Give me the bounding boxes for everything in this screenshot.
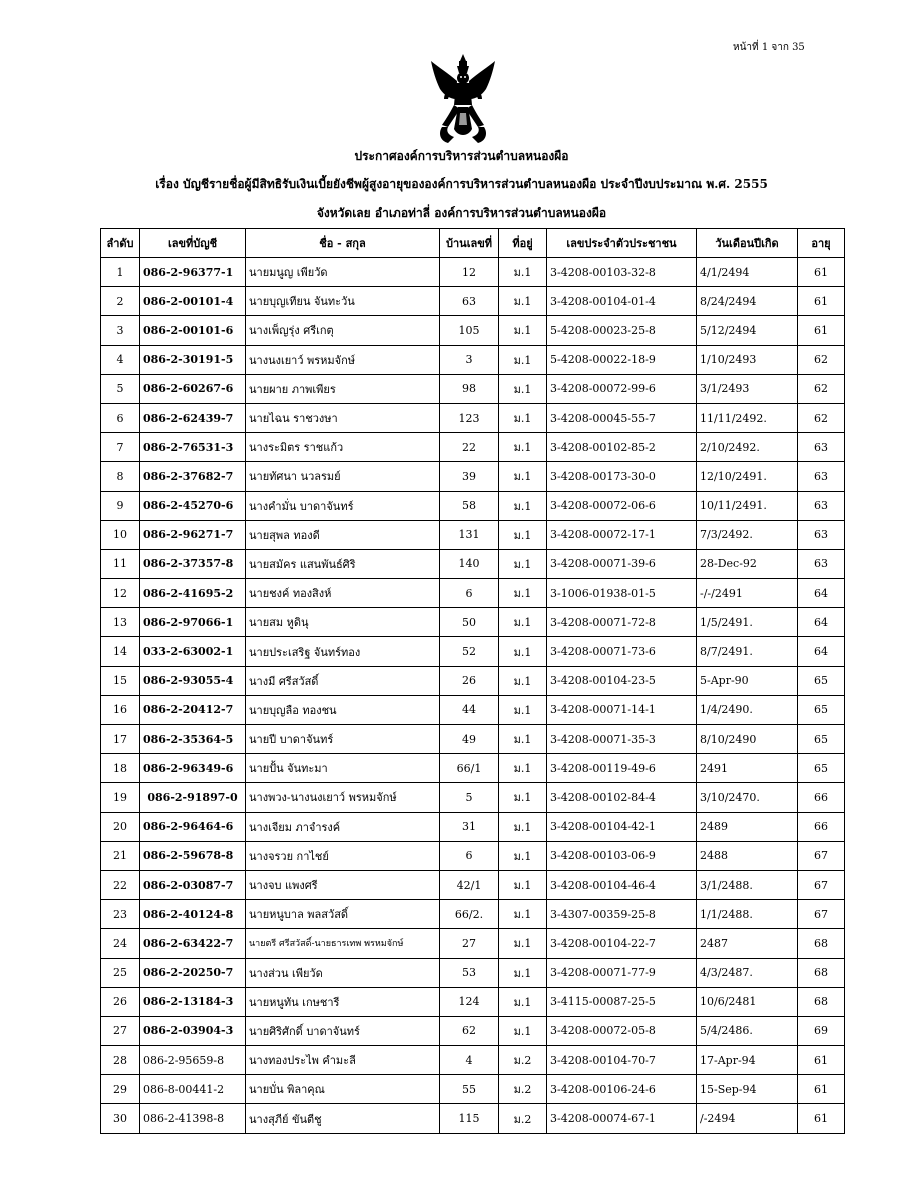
cell-dob: 2487: [697, 929, 798, 958]
cell-no: 2: [101, 287, 140, 316]
cell-moo: ม.1: [499, 462, 547, 491]
cell-house: 105: [440, 316, 499, 345]
table-row: [101, 316, 845, 345]
table-row: [101, 870, 845, 899]
cell-moo: ม.2: [499, 1075, 547, 1104]
cell-house: 22: [440, 433, 499, 462]
cell-moo: ม.1: [499, 987, 547, 1016]
table-row: [101, 1075, 845, 1104]
cell-dob: 3/1/2488.: [697, 870, 798, 899]
table-row: [101, 491, 845, 520]
cell-account: 086-2-59678-8: [140, 841, 246, 870]
cell-age: 62: [798, 403, 845, 432]
cell-name: นายหนูทัน เกษชารี: [246, 987, 440, 1016]
cell-moo: ม.1: [499, 695, 547, 724]
cell-moo: ม.1: [499, 841, 547, 870]
cell-age: 61: [798, 316, 845, 345]
table-row: [101, 841, 845, 870]
cell-dob: 8/10/2490: [697, 725, 798, 754]
table-row: [101, 900, 845, 929]
cell-id: 3-4208-00071-73-6: [547, 637, 697, 666]
announcement-subject: เรื่อง บัญชีรายชื่อผู้มีสิทธิรับเงินเบี้ยยังชีพผู้สูงอายุขององค์การบริหารส่วนตำบลหนองผือ ประจำปีงบประมาณ พ.ศ. 2555: [155, 177, 768, 191]
cell-age: 66: [798, 783, 845, 812]
cell-dob: 2491: [697, 754, 798, 783]
cell-no: 28: [101, 1046, 140, 1075]
cell-house: 66/1: [440, 754, 499, 783]
cell-account: 086-2-41398-8: [140, 1104, 246, 1133]
cell-no: 4: [101, 345, 140, 374]
cell-account: 086-2-03087-7: [140, 870, 246, 899]
cell-account: 086-2-96464-6: [140, 812, 246, 841]
cell-name: นายบุญเทียน จันทะวัน: [246, 287, 440, 316]
cell-name: นางพวง-นางนงเยาว์ พรหมจักษ์: [246, 783, 440, 812]
col-header-moo: ที่อยู่: [499, 229, 547, 258]
cell-moo: ม.1: [499, 1016, 547, 1045]
cell-name: นางจบ แพงศรี: [246, 870, 440, 899]
cell-name: นายศิริศักดิ์ บาดาจันทร์: [246, 1016, 440, 1045]
cell-account: 086-2-93055-4: [140, 666, 246, 695]
table-row: [101, 695, 845, 724]
table-row: [101, 666, 845, 695]
cell-id: 3-4208-00104-46-4: [547, 870, 697, 899]
cell-house: 63: [440, 287, 499, 316]
cell-name: นางมี ศรีสวัสดิ์: [246, 666, 440, 695]
cell-id: 5-4208-00022-18-9: [547, 345, 697, 374]
cell-id: 3-4208-00104-42-1: [547, 812, 697, 841]
cell-account: 086-2-63422-7: [140, 929, 246, 958]
cell-account: 086-2-03904-3: [140, 1016, 246, 1045]
cell-house: 39: [440, 462, 499, 491]
cell-account: 086-2-91897-0: [140, 783, 246, 812]
cell-no: 5: [101, 374, 140, 403]
cell-name: นางระมิตร ราชแก้ว: [246, 433, 440, 462]
cell-moo: ม.1: [499, 287, 547, 316]
table-row: [101, 579, 845, 608]
cell-moo: ม.1: [499, 403, 547, 432]
cell-id: 3-4208-00102-84-4: [547, 783, 697, 812]
cell-dob: 8/7/2491.: [697, 637, 798, 666]
table-row: [101, 958, 845, 987]
cell-dob: 5/4/2486.: [697, 1016, 798, 1045]
cell-name: นายทัศนา นวลรมย์: [246, 462, 440, 491]
cell-dob: 17-Apr-94: [697, 1046, 798, 1075]
cell-no: 22: [101, 870, 140, 899]
cell-age: 64: [798, 579, 845, 608]
cell-id: 3-4208-00106-24-6: [547, 1075, 697, 1104]
table-row: [101, 520, 845, 549]
cell-no: 19: [101, 783, 140, 812]
cell-dob: 1/1/2488.: [697, 900, 798, 929]
cell-no: 12: [101, 579, 140, 608]
cell-id: 3-4208-00045-55-7: [547, 403, 697, 432]
cell-age: 66: [798, 812, 845, 841]
cell-account: 086-2-96377-1: [140, 258, 246, 287]
cell-id: 3-4208-00074-67-1: [547, 1104, 697, 1133]
cell-house: 6: [440, 841, 499, 870]
cell-id: 3-4208-00072-06-6: [547, 491, 697, 520]
cell-account: 086-2-45270-6: [140, 491, 246, 520]
cell-dob: 8/24/2494: [697, 287, 798, 316]
table-row: [101, 929, 845, 958]
cell-house: 5: [440, 783, 499, 812]
cell-age: 63: [798, 433, 845, 462]
cell-age: 63: [798, 491, 845, 520]
cell-account: 086-2-00101-6: [140, 316, 246, 345]
cell-account: 086-2-13184-3: [140, 987, 246, 1016]
cell-moo: ม.2: [499, 1104, 547, 1133]
cell-age: 63: [798, 520, 845, 549]
cell-name: นายไฉน ราชวงษา: [246, 403, 440, 432]
page-number: หน้าที่ 1 จาก 35: [733, 42, 805, 53]
cell-age: 62: [798, 374, 845, 403]
cell-moo: ม.1: [499, 345, 547, 374]
table-row: [101, 608, 845, 637]
cell-account: 086-2-96349-6: [140, 754, 246, 783]
cell-house: 12: [440, 258, 499, 287]
cell-dob: 4/1/2494: [697, 258, 798, 287]
cell-age: 63: [798, 549, 845, 578]
cell-house: 53: [440, 958, 499, 987]
table-row: [101, 1016, 845, 1045]
cell-dob: 5-Apr-90: [697, 666, 798, 695]
cell-name: นายสมัคร แสนพันธ์ศิริ: [246, 549, 440, 578]
cell-account: 086-2-40124-8: [140, 900, 246, 929]
cell-id: 3-4208-00072-17-1: [547, 520, 697, 549]
table-row: [101, 987, 845, 1016]
cell-moo: ม.1: [499, 520, 547, 549]
cell-id: 3-4208-00119-49-6: [547, 754, 697, 783]
cell-age: 63: [798, 462, 845, 491]
col-header-name: ชื่อ - สกุล: [246, 229, 440, 258]
cell-dob: 2488: [697, 841, 798, 870]
cell-account: 033-2-63002-1: [140, 637, 246, 666]
col-header-age: อายุ: [798, 229, 845, 258]
cell-name: นายบั่น พิลาคุณ: [246, 1075, 440, 1104]
table-row: [101, 433, 845, 462]
table-row: [101, 462, 845, 491]
cell-no: 17: [101, 725, 140, 754]
cell-account: 086-2-96271-7: [140, 520, 246, 549]
cell-account: 086-2-00101-4: [140, 287, 246, 316]
cell-house: 50: [440, 608, 499, 637]
table-row: [101, 783, 845, 812]
cell-house: 131: [440, 520, 499, 549]
cell-no: 6: [101, 403, 140, 432]
cell-moo: ม.1: [499, 491, 547, 520]
cell-no: 7: [101, 433, 140, 462]
cell-house: 52: [440, 637, 499, 666]
cell-account: 086-8-00441-2: [140, 1075, 246, 1104]
cell-house: 98: [440, 374, 499, 403]
cell-account: 086-2-76531-3: [140, 433, 246, 462]
cell-account: 086-2-37682-7: [140, 462, 246, 491]
cell-account: 086-2-62439-7: [140, 403, 246, 432]
table-row: [101, 549, 845, 578]
cell-dob: 3/10/2470.: [697, 783, 798, 812]
cell-name: นางคำมั่น บาดาจันทร์: [246, 491, 440, 520]
cell-account: 086-2-20412-7: [140, 695, 246, 724]
cell-id: 3-4208-00173-30-0: [547, 462, 697, 491]
cell-dob: 7/3/2492.: [697, 520, 798, 549]
cell-no: 18: [101, 754, 140, 783]
col-header-account: เลขที่บัญชี: [140, 229, 246, 258]
cell-age: 62: [798, 345, 845, 374]
table-row: [101, 258, 845, 287]
cell-id: 3-4307-00359-25-8: [547, 900, 697, 929]
cell-moo: ม.1: [499, 579, 547, 608]
cell-house: 44: [440, 695, 499, 724]
garuda-emblem-icon: [430, 53, 496, 145]
table-row: [101, 725, 845, 754]
col-header-house: บ้านเลขที่: [440, 229, 499, 258]
cell-id: 3-4208-00104-23-5: [547, 666, 697, 695]
cell-age: 68: [798, 958, 845, 987]
cell-name: นายหนูบาล พลสวัสดิ์: [246, 900, 440, 929]
col-header-dob: วันเดือนปีเกิด: [697, 229, 798, 258]
cell-name: นายบุญลือ ทองชน: [246, 695, 440, 724]
cell-house: 4: [440, 1046, 499, 1075]
cell-no: 29: [101, 1075, 140, 1104]
cell-no: 21: [101, 841, 140, 870]
table-row: [101, 345, 845, 374]
cell-house: 58: [440, 491, 499, 520]
cell-id: 3-4208-00071-35-3: [547, 725, 697, 754]
cell-name: นางจรวย กาไชย์: [246, 841, 440, 870]
cell-moo: ม.1: [499, 900, 547, 929]
cell-account: 086-2-20250-7: [140, 958, 246, 987]
cell-house: 140: [440, 549, 499, 578]
cell-moo: ม.1: [499, 958, 547, 987]
cell-name: นายชงค์ ทองสิงห์: [246, 579, 440, 608]
cell-id: 3-4208-00103-32-8: [547, 258, 697, 287]
cell-dob: 3/1/2493: [697, 374, 798, 403]
cell-moo: ม.1: [499, 666, 547, 695]
cell-moo: ม.1: [499, 870, 547, 899]
cell-age: 65: [798, 695, 845, 724]
cell-age: 64: [798, 637, 845, 666]
cell-name: นายสม หูดินุ: [246, 608, 440, 637]
cell-no: 13: [101, 608, 140, 637]
announcement-title: ประกาศองค์การบริหารส่วนตำบลหนองผือ: [354, 149, 569, 163]
cell-dob: 1/5/2491.: [697, 608, 798, 637]
cell-no: 15: [101, 666, 140, 695]
cell-no: 1: [101, 258, 140, 287]
cell-moo: ม.1: [499, 374, 547, 403]
cell-dob: -/-/2491: [697, 579, 798, 608]
cell-name: นายตรี ศรีสวัสดิ์-นายธารเทพ พรหมจักษ์: [246, 929, 440, 958]
cell-account: 086-2-37357-8: [140, 549, 246, 578]
table-row: [101, 1104, 845, 1133]
cell-house: 27: [440, 929, 499, 958]
cell-no: 24: [101, 929, 140, 958]
cell-id: 3-4115-00087-25-5: [547, 987, 697, 1016]
table-row: [101, 374, 845, 403]
cell-moo: ม.1: [499, 637, 547, 666]
cell-name: นายสุพล ทองดี: [246, 520, 440, 549]
cell-no: 26: [101, 987, 140, 1016]
cell-moo: ม.1: [499, 433, 547, 462]
cell-id: 3-4208-00102-85-2: [547, 433, 697, 462]
cell-no: 25: [101, 958, 140, 987]
cell-house: 62: [440, 1016, 499, 1045]
cell-house: 123: [440, 403, 499, 432]
announcement-location: จังหวัดเลย อำเภอท่าลี่ องค์การบริหารส่วนตำบลหนองผือ: [316, 206, 607, 220]
table-row: [101, 1046, 845, 1075]
cell-age: 65: [798, 725, 845, 754]
cell-id: 3-4208-00072-05-8: [547, 1016, 697, 1045]
cell-age: 61: [798, 1046, 845, 1075]
cell-age: 68: [798, 987, 845, 1016]
cell-moo: ม.1: [499, 754, 547, 783]
cell-age: 61: [798, 1075, 845, 1104]
cell-house: 66/2.: [440, 900, 499, 929]
cell-no: 27: [101, 1016, 140, 1045]
cell-id: 3-4208-00072-99-6: [547, 374, 697, 403]
cell-no: 23: [101, 900, 140, 929]
cell-no: 16: [101, 695, 140, 724]
cell-name: นางทองประไพ คำมะลี: [246, 1046, 440, 1075]
cell-age: 67: [798, 870, 845, 899]
cell-age: 67: [798, 900, 845, 929]
cell-name: นายปั้น จันทะมา: [246, 754, 440, 783]
cell-no: 30: [101, 1104, 140, 1133]
cell-dob: 28-Dec-92: [697, 549, 798, 578]
cell-dob: 2489: [697, 812, 798, 841]
cell-name: นายปี บาดาจันทร์: [246, 725, 440, 754]
cell-house: 6: [440, 579, 499, 608]
cell-name: นายมนูญ เพียวัด: [246, 258, 440, 287]
beneficiary-table: [100, 228, 845, 1134]
table-row: [101, 637, 845, 666]
cell-house: 124: [440, 987, 499, 1016]
cell-age: 67: [798, 841, 845, 870]
cell-house: 115: [440, 1104, 499, 1133]
cell-no: 9: [101, 491, 140, 520]
cell-id: 3-4208-00104-01-4: [547, 287, 697, 316]
cell-name: นายประเสริฐ จันทร์ทอง: [246, 637, 440, 666]
cell-no: 10: [101, 520, 140, 549]
cell-moo: ม.1: [499, 783, 547, 812]
cell-house: 26: [440, 666, 499, 695]
table-row: [101, 812, 845, 841]
cell-moo: ม.1: [499, 929, 547, 958]
cell-account: 086-2-95659-8: [140, 1046, 246, 1075]
cell-id: 3-1006-01938-01-5: [547, 579, 697, 608]
cell-house: 55: [440, 1075, 499, 1104]
cell-name: นายผาย ภาพเพียร: [246, 374, 440, 403]
cell-id: 3-4208-00071-14-1: [547, 695, 697, 724]
cell-no: 11: [101, 549, 140, 578]
cell-name: นางเพ็ญรุ่ง ศรีเกตุ: [246, 316, 440, 345]
cell-moo: ม.2: [499, 1046, 547, 1075]
cell-id: 3-4208-00071-77-9: [547, 958, 697, 987]
cell-account: 086-2-41695-2: [140, 579, 246, 608]
cell-no: 14: [101, 637, 140, 666]
cell-name: นางนงเยาว์ พรหมจักษ์: [246, 345, 440, 374]
cell-name: นางส่วน เพียวัด: [246, 958, 440, 987]
cell-moo: ม.1: [499, 549, 547, 578]
cell-age: 64: [798, 608, 845, 637]
cell-age: 61: [798, 258, 845, 287]
cell-name: นางสุภีย์ ขันตีชู: [246, 1104, 440, 1133]
cell-account: 086-2-35364-5: [140, 725, 246, 754]
col-header-no: ลำดับ: [101, 229, 140, 258]
cell-dob: 15-Sep-94: [697, 1075, 798, 1104]
cell-account: 086-2-60267-6: [140, 374, 246, 403]
cell-age: 65: [798, 754, 845, 783]
cell-age: 65: [798, 666, 845, 695]
cell-moo: ม.1: [499, 812, 547, 841]
cell-id: 3-4208-00104-22-7: [547, 929, 697, 958]
cell-moo: ม.1: [499, 608, 547, 637]
cell-house: 31: [440, 812, 499, 841]
cell-dob: 2/10/2492.: [697, 433, 798, 462]
cell-dob: 1/4/2490.: [697, 695, 798, 724]
cell-id: 3-4208-00071-72-8: [547, 608, 697, 637]
table-row: [101, 403, 845, 432]
cell-moo: ม.1: [499, 725, 547, 754]
table-header-row: [101, 229, 845, 258]
cell-id: 5-4208-00023-25-8: [547, 316, 697, 345]
cell-id: 3-4208-00071-39-6: [547, 549, 697, 578]
cell-no: 8: [101, 462, 140, 491]
cell-dob: 10/6/2481: [697, 987, 798, 1016]
cell-age: 61: [798, 1104, 845, 1133]
cell-moo: ม.1: [499, 316, 547, 345]
cell-dob: 10/11/2491.: [697, 491, 798, 520]
cell-house: 42/1: [440, 870, 499, 899]
cell-house: 49: [440, 725, 499, 754]
cell-dob: 5/12/2494: [697, 316, 798, 345]
cell-dob: /-2494: [697, 1104, 798, 1133]
cell-dob: 11/11/2492.: [697, 403, 798, 432]
cell-no: 3: [101, 316, 140, 345]
cell-age: 61: [798, 287, 845, 316]
cell-id: 3-4208-00104-70-7: [547, 1046, 697, 1075]
cell-dob: 4/3/2487.: [697, 958, 798, 987]
cell-name: นางเจียม ภาจำรงค์: [246, 812, 440, 841]
table-row: [101, 287, 845, 316]
cell-dob: 1/10/2493: [697, 345, 798, 374]
cell-house: 3: [440, 345, 499, 374]
cell-no: 20: [101, 812, 140, 841]
cell-id: 3-4208-00103-06-9: [547, 841, 697, 870]
cell-dob: 12/10/2491.: [697, 462, 798, 491]
table-row: [101, 754, 845, 783]
cell-moo: ม.1: [499, 258, 547, 287]
col-header-id: เลขประจำตัวประชาชน: [547, 229, 697, 258]
cell-age: 69: [798, 1016, 845, 1045]
cell-account: 086-2-30191-5: [140, 345, 246, 374]
cell-age: 68: [798, 929, 845, 958]
cell-account: 086-2-97066-1: [140, 608, 246, 637]
